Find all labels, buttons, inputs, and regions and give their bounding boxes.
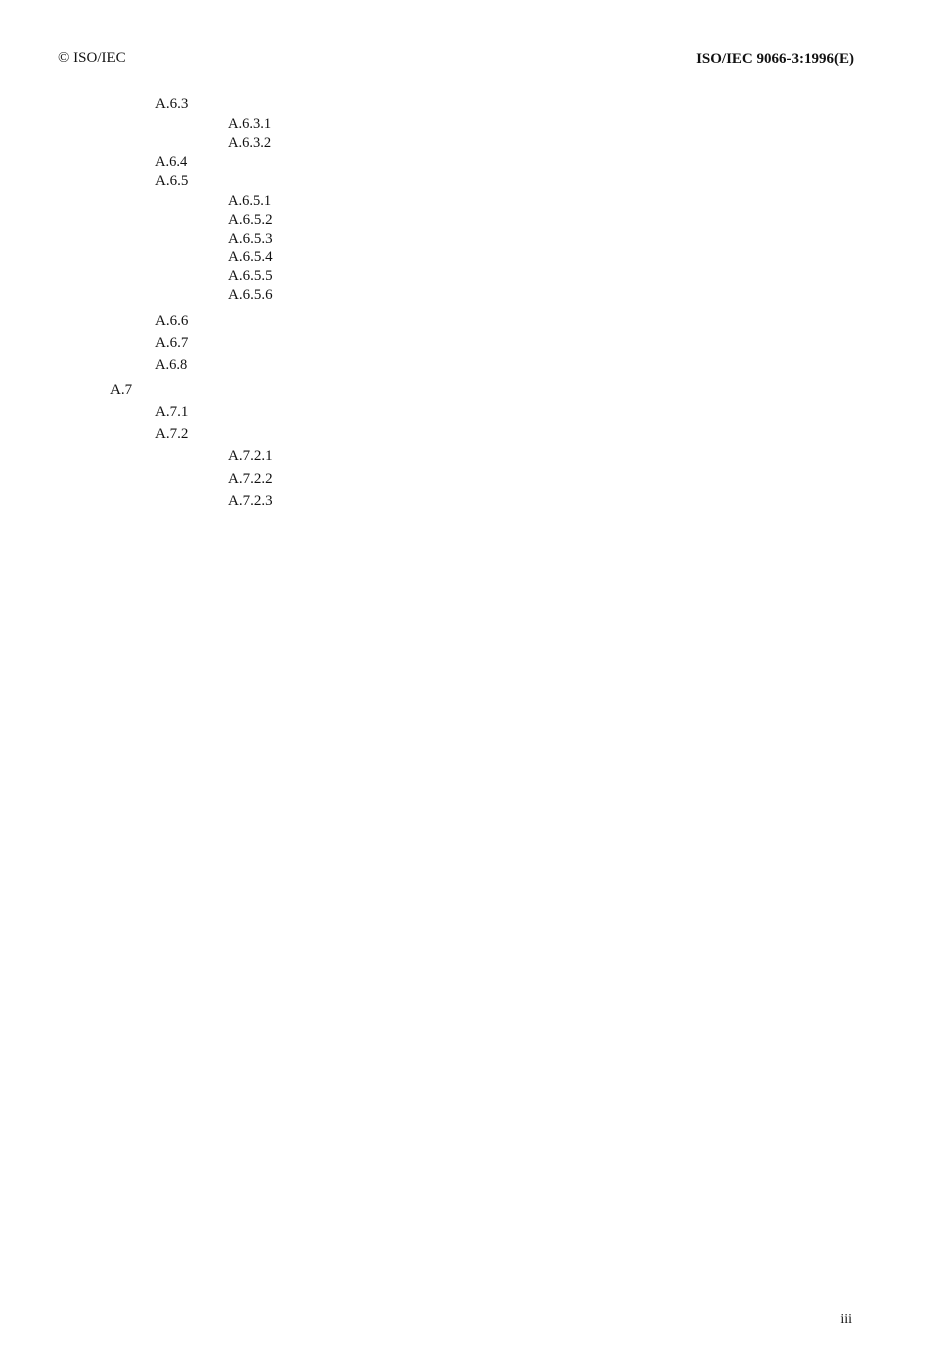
toc-entry-number: A.6.8: [155, 357, 188, 373]
toc-entry-number: A.7.2: [155, 426, 189, 442]
toc-entry-number: A.6.5.5: [228, 268, 273, 284]
page-number: iii: [840, 1312, 852, 1327]
toc-entry-number: A.7.1: [155, 404, 189, 420]
toc-entry-number: A.6.5.1: [228, 193, 272, 209]
toc-entry-number: A.7: [110, 382, 133, 398]
toc-entry-number: A.6.5: [155, 173, 189, 189]
toc-entry-number: A.6.3: [155, 96, 189, 112]
toc-entry-number: A.6.7: [155, 335, 189, 351]
toc-entry-number: A.6.5.2: [228, 212, 273, 228]
toc-entry-number: A.6.5.6: [228, 287, 273, 303]
toc-entry-number: A.6.3.2: [228, 135, 272, 151]
toc-entry-number: A.7.2.3: [228, 493, 273, 509]
toc-entry-number: A.6.6: [155, 313, 189, 329]
toc-entry-number: A.6.5.4: [228, 249, 273, 265]
toc-entry-number: A.6.3.1: [228, 116, 272, 132]
toc-entry-number: A.6.4: [155, 154, 188, 170]
toc-entry-number: A.6.5.3: [228, 231, 273, 247]
header-standard-number: ISO/IEC 9066-3:1996(E): [696, 51, 854, 67]
toc-entry-number: A.7.2.2: [228, 471, 273, 487]
toc-entry-number: A.7.2.1: [228, 448, 273, 464]
header-copyright: © ISO/IEC: [58, 50, 126, 66]
